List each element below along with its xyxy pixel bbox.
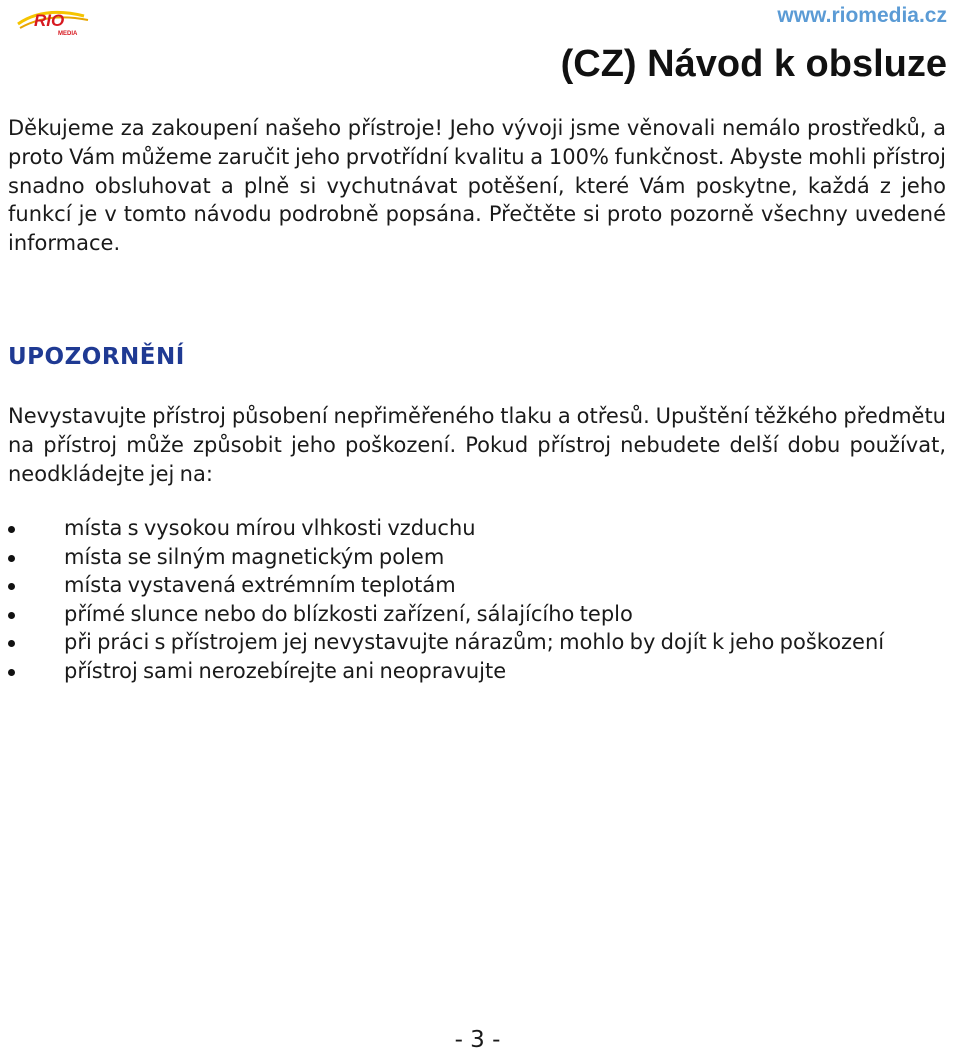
list-item-text: místa se silným magnetickým polem <box>64 544 445 569</box>
logo-text: RIO <box>34 11 65 30</box>
bullet-icon <box>8 526 15 533</box>
page-title: (CZ) Návod k obsluze <box>560 43 947 85</box>
list-item-text: při práci s přístrojem jej nevystavujte nárazům; mohlo by dojít k jeho poškození <box>64 630 885 655</box>
page-number: - 3 - <box>454 1027 501 1053</box>
list-item <box>0 657 946 686</box>
rio-media-logo <box>14 4 94 38</box>
list-item-text: přímé slunce nebo do blízkosti zařízení, sálajícího teplo <box>64 601 633 626</box>
list-item <box>0 571 946 600</box>
intro-paragraph: Děkujeme za zakoupení našeho přístroje! Jeho vývoji jsme věnovali nemálo prostředků, a proto Vám můžeme zaručit jeho prvotřídní kvalitu a 100% funkčnost. Abyste mohli přístroj snadno obsluhovat a plně si vychutnávat potěšení, které Vám poskytne, každá z jeho funkcí je v tomto návodu podrobně popsána. Přečtěte si proto pozorně všechny uvedené informace. <box>8 116 946 256</box>
warning-heading: UPOZORNĚNÍ <box>8 344 185 370</box>
list-item <box>0 600 946 629</box>
bullet-icon <box>8 583 15 590</box>
bullet-icon <box>8 555 15 562</box>
bullet-icon <box>8 612 15 619</box>
warning-list <box>0 514 946 686</box>
warning-paragraph: Nevystavujte přístroj působení nepřiměřeného tlaku a otřesů. Upuštění těžkého předmětu na přístroj může způsobit jeho poškození. Pokud přístroj nebudete delší dobu používat, neodkládejte jej na: <box>8 404 946 486</box>
bullet-icon <box>8 640 15 647</box>
list-item <box>0 514 946 543</box>
list-item-text: místa vystavená extrémním teplotám <box>64 573 456 598</box>
logo-subtext: MEDIA <box>58 31 78 37</box>
bullet-icon <box>8 669 15 676</box>
list-item-text: místa s vysokou mírou vlhkosti vzduchu <box>64 516 476 540</box>
website-url: www.riomedia.cz <box>777 4 947 27</box>
list-item-text: přístroj sami nerozebírejte ani neopravujte <box>64 658 507 683</box>
list-item <box>0 543 946 572</box>
list-item <box>0 628 946 657</box>
